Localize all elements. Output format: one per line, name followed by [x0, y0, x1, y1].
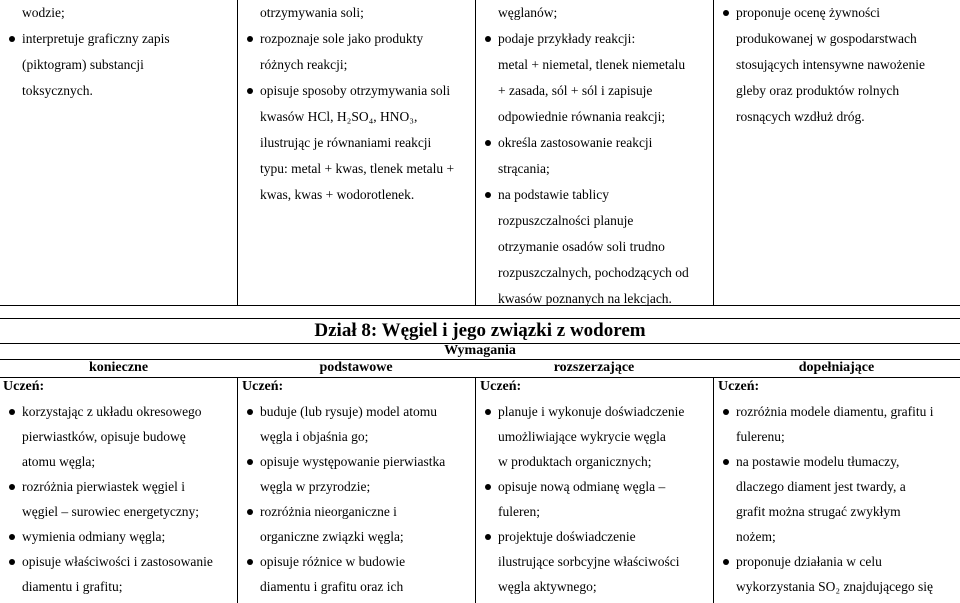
levels-row: [0, 359, 960, 378]
list-line: rozpoznaje sole jako produkty: [260, 31, 424, 46]
bullet-icon: [723, 409, 729, 415]
level-dopelniajace: dopełniające: [798, 360, 875, 375]
list-line: diamentu i grafitu;: [22, 579, 123, 594]
student-label-2: Uczeń:: [242, 379, 284, 394]
bullet-icon: [485, 409, 491, 415]
list-line: typu: metal + kwas, tlenek metalu +: [260, 161, 455, 176]
list-line: pierwiastków, opisuje budowę: [22, 429, 186, 444]
list-line: na podstawie tablicy: [498, 187, 609, 202]
level-podstawowe: podstawowe: [319, 360, 393, 375]
bullet-icon: [723, 559, 729, 565]
list-line: produkowanej w gospodarstwach: [736, 31, 917, 46]
list-line: interpretuje graficzny zapis: [22, 31, 170, 46]
list-line: proponuje działania w celu: [736, 554, 882, 569]
bullet-icon: [9, 409, 15, 415]
list-line: rozróżnia pierwiastek węgiel i: [22, 479, 186, 494]
top-column-4: [713, 0, 960, 305]
bullet-icon: [485, 140, 491, 146]
list-line: wykorzystania SO₂ znajdującego się: [736, 579, 934, 594]
bottom-column-3: [475, 377, 713, 603]
list-line: proponuje ocenę żywności: [736, 5, 880, 20]
level-rozszerzajace: rozszerzające: [553, 360, 635, 375]
list-line: korzystając z układu okresowego: [22, 404, 202, 419]
list-line: dlaczego diament jest twardy, a: [736, 479, 906, 494]
bullet-icon: [723, 10, 729, 16]
requirements-heading: Wymagania: [0, 342, 960, 360]
list-line: opisuje występowanie pierwiastka: [260, 454, 446, 469]
bullet-icon: [247, 409, 253, 415]
list-line: organiczne związki węgla;: [260, 529, 404, 544]
list-line: gleby oraz produktów rolnych: [736, 83, 900, 98]
bullet-icon: [247, 88, 253, 94]
list-line: grafit można strugać zwykłym: [736, 504, 901, 519]
list-line: kwas, kwas + wodorotlenek.: [260, 187, 415, 202]
list-line: wodzie;: [22, 5, 65, 20]
list-line: metal + niemetal, tlenek niemetalu: [498, 57, 686, 72]
bottom-column-2: [237, 377, 475, 603]
list-line: stosujących intensywne nawożenie: [736, 57, 925, 72]
list-line: fuleren;: [498, 504, 540, 519]
bullet-icon: [485, 36, 491, 42]
list-line: na postawie modelu tłumaczy,: [736, 454, 900, 469]
list-line: rozróżnia nieorganiczne i: [260, 504, 397, 519]
list-line: atomu węgla;: [22, 454, 96, 469]
student-label-4: Uczeń:: [718, 379, 760, 394]
top-column-2: [237, 0, 475, 305]
bullet-icon: [485, 484, 491, 490]
student-label-3: Uczeń:: [480, 379, 522, 394]
list-line: (piktogram) substancji: [22, 57, 144, 72]
list-line: nożem;: [736, 529, 776, 544]
list-line: wymienia odmiany węgla;: [22, 529, 166, 544]
top-column-1: [0, 0, 237, 305]
list-line: węgla i objaśnia go;: [260, 429, 369, 444]
list-line: + zasada, sól + sól i zapisuje: [498, 83, 653, 98]
list-line: fulerenu;: [736, 429, 785, 444]
list-line: rozpuszczalnych, pochodzących od: [498, 265, 689, 280]
bullet-icon: [247, 559, 253, 565]
list-line: strącania;: [498, 161, 550, 176]
list-line: umożliwiające wykrycie węgla: [498, 429, 666, 444]
bullet-icon: [9, 559, 15, 565]
section-title: Dział 8: Węgiel i jego związki z wodorem: [314, 320, 646, 341]
list-line: projektuje doświadczenie: [498, 529, 636, 544]
bullet-icon: [485, 192, 491, 198]
bottom-column-4: [713, 377, 960, 603]
list-line: określa zastosowanie reakcji: [498, 135, 653, 150]
list-line: opisuje różnice w budowie: [260, 554, 406, 569]
list-line: planuje i wykonuje doświadczenie: [498, 404, 685, 419]
list-line: toksycznych.: [22, 83, 93, 98]
list-line: ilustrując je równaniami reakcji: [260, 135, 432, 150]
list-line: diamentu i grafitu oraz ich: [260, 579, 404, 594]
list-line: otrzymanie osadów soli trudno: [498, 239, 665, 254]
list-line: rosnących wzdłuż dróg.: [736, 109, 865, 124]
level-konieczne: konieczne: [88, 360, 149, 375]
bullet-icon: [9, 36, 15, 42]
list-line: kwasów poznanych na lekcjach.: [498, 291, 672, 306]
list-line: węgiel – surowiec energetyczny;: [22, 504, 200, 519]
list-line: węglanów;: [498, 5, 558, 20]
list-line: opisuje nową odmianę węgla –: [498, 479, 666, 494]
student-label-1: Uczeń:: [3, 379, 45, 394]
list-line: rozróżnia modele diamentu, grafitu i: [736, 404, 934, 419]
list-line: węgla w przyrodzie;: [260, 479, 371, 494]
bottom-column-1: [0, 377, 237, 603]
list-line: w produktach organicznych;: [498, 454, 652, 469]
list-line: kwasów HCl, H₂SO₄, HNO₃,: [260, 109, 418, 124]
list-line: opisuje właściwości i zastosowanie: [22, 554, 213, 569]
list-line: otrzymywania soli;: [260, 5, 364, 20]
bullet-icon: [723, 459, 729, 465]
list-line: rozpuszczalności planuje: [498, 213, 634, 228]
bullet-icon: [485, 534, 491, 540]
list-line: ilustrujące sorbcyjne właściwości: [498, 554, 680, 569]
bullet-icon: [9, 484, 15, 490]
top-column-3: [475, 0, 713, 305]
bullet-icon: [247, 36, 253, 42]
list-line: węgla aktywnego;: [498, 579, 597, 594]
section-header: [0, 318, 960, 344]
bullet-icon: [9, 534, 15, 540]
list-line: różnych reakcji;: [260, 57, 348, 72]
list-line: buduje (lub rysuje) model atomu: [260, 404, 437, 419]
bullet-icon: [247, 509, 253, 515]
bullet-icon: [247, 459, 253, 465]
list-line: opisuje sposoby otrzymywania soli: [260, 83, 451, 98]
list-line: odpowiednie równania reakcji;: [498, 109, 666, 124]
list-line: podaje przykłady reakcji:: [498, 31, 636, 46]
bottom-table: [0, 377, 960, 603]
